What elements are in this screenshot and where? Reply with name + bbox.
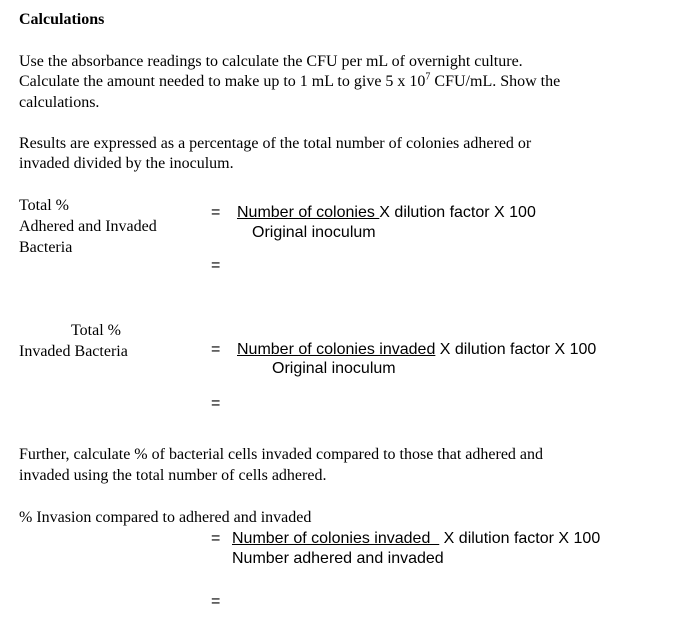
exponent: 7 <box>425 71 431 83</box>
para3-line1: Further, calculate % of bacterial cells invaded compared to those that adhered and <box>19 446 544 463</box>
block3-formula-denominator: Number adhered and invaded <box>232 550 444 567</box>
section-heading: Calculations <box>19 11 105 28</box>
block1-label-line2: Adhered and Invaded <box>19 218 157 235</box>
block1-formula-numerator <box>237 203 536 223</box>
block1-numerator-underlined: Number of colonies <box>237 204 380 221</box>
para1-line1: Use the absorbance readings to calculate the CFU per mL of overnight culture. <box>19 53 523 70</box>
block3-numerator-rest: X dilution factor X 100 <box>439 530 601 547</box>
para2-line1: Results are expressed as a percentage of the total number of colonies adhered or <box>19 135 532 152</box>
block2-formula-denominator: Original inoculum <box>272 360 396 377</box>
block2-result-equals: = <box>211 395 221 412</box>
block1-label-line3: Bacteria <box>19 239 73 256</box>
block2-numerator-underlined: Number of colonies invaded <box>237 341 436 358</box>
para1-line2-text: Calculate the amount needed to make up to 1 mL to give 5 x 10 <box>19 73 426 90</box>
block1-numerator-rest: X dilution factor X 100 <box>379 204 536 221</box>
block1-formula-denominator: Original inoculum <box>252 224 376 241</box>
block2-equals: = <box>211 341 221 358</box>
para1-line3: calculations. <box>19 94 100 111</box>
block3-numerator-underlined: Number of colonies invaded <box>232 530 440 547</box>
para2-line2: invaded divided by the inoculum. <box>19 155 234 172</box>
block1-label-line1: Total % <box>19 197 69 214</box>
block2-numerator-rest: X dilution factor X 100 <box>435 341 597 358</box>
block3-label: % Invasion compared to adhered and invaded <box>19 509 312 526</box>
para1-line2-end: CFU/mL. Show the <box>430 73 561 90</box>
block3-formula-numerator <box>232 529 600 549</box>
para3-line2: invaded using the total number of cells adhered. <box>19 467 327 484</box>
block3-equals: = <box>211 530 221 547</box>
para1-line2 <box>19 71 560 92</box>
block2-label-line1: Total % <box>71 322 121 339</box>
block2-formula-numerator <box>237 340 596 360</box>
block1-equals: = <box>211 204 221 221</box>
block2-label-line2: Invaded Bacteria <box>19 343 128 360</box>
block3-result-equals: = <box>211 593 221 610</box>
block1-result-equals: = <box>211 257 221 274</box>
